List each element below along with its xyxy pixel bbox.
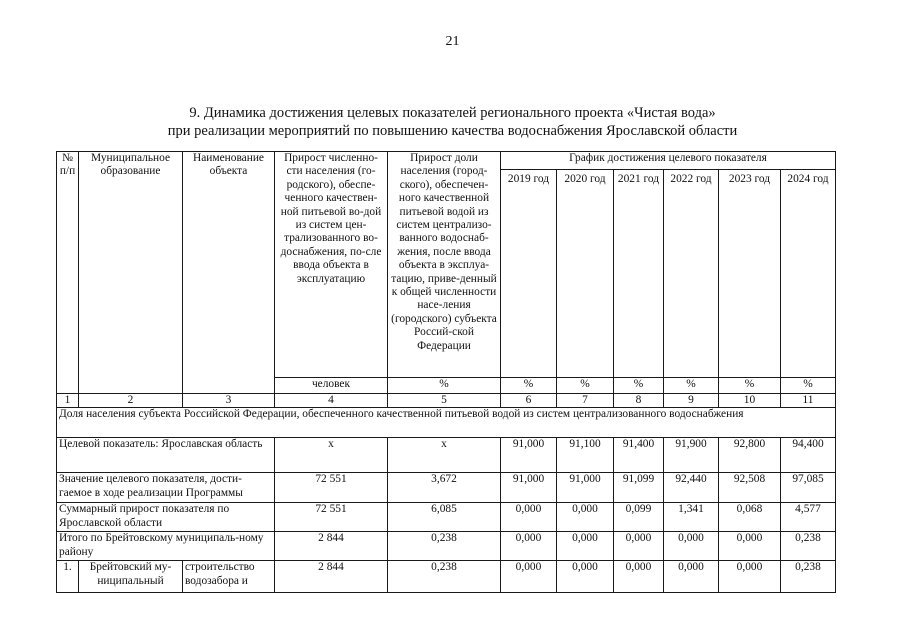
- col-number: 4: [275, 394, 388, 408]
- header-num: № п/п: [57, 152, 79, 394]
- table-row: [57, 503, 836, 532]
- row-number: 1.: [57, 561, 79, 593]
- row-value-2019: 91,000: [501, 438, 557, 473]
- row-value-2020: 91,000: [557, 473, 614, 503]
- row-value-2024: 0,238: [781, 561, 836, 593]
- header-share-growth: Прирост доли населения (город-ского), обеспечен-ного качественной питьевой водой из систем централизо-ванного водоснаб-жения, после ввода объекта в эксплуа-тацию, приве-денный к общей численности насе-ления (городского) субъекта Россий-ской Федерации: [388, 152, 501, 378]
- row-value-2023: 92,508: [719, 473, 781, 503]
- unit-percent: %: [614, 378, 664, 394]
- col-number: 7: [557, 394, 614, 408]
- header-year-2019: 2019 год: [501, 170, 557, 378]
- row-object: строительство водозабора и: [183, 561, 275, 593]
- row-share-growth: х: [388, 438, 501, 473]
- section-row-title: Доля населения субъекта Российской Федерации, обеспеченного качественной питьевой водой из систем централизованного водоснабжения: [57, 408, 836, 438]
- header-year-2021: 2021 год: [614, 170, 664, 378]
- row-value-2022: 1,341: [664, 503, 719, 532]
- row-value-2020: 0,000: [557, 532, 614, 561]
- row-value-2023: 0,000: [719, 532, 781, 561]
- table-row: [57, 438, 836, 473]
- col-number: 11: [781, 394, 836, 408]
- row-population-growth: 2 844: [275, 561, 388, 593]
- col-number: 1: [57, 394, 79, 408]
- header-year-2020: 2020 год: [557, 170, 614, 378]
- header-population-growth: Прирост численно-сти населения (го-родского), обеспе-ченного качествен-ной питьевой во-дой из систем цен-трализованного во-доснабжения, по-сле ввода объекта в эксплуатацию: [275, 152, 388, 378]
- row-value-2022: 91,900: [664, 438, 719, 473]
- header-year-2024: 2024 год: [781, 170, 836, 378]
- col-number: 5: [388, 394, 501, 408]
- row-share-growth: 0,238: [388, 561, 501, 593]
- row-value-2019: 0,000: [501, 503, 557, 532]
- unit-percent: %: [501, 378, 557, 394]
- row-label: Значение целевого показателя, дости-гаемое в ходе реализации Программы: [57, 473, 275, 503]
- row-population-growth: 72 551: [275, 473, 388, 503]
- header-schedule: График достижения целевого показателя: [501, 152, 836, 170]
- row-value-2023: 92,800: [719, 438, 781, 473]
- row-value-2023: 0,068: [719, 503, 781, 532]
- row-population-growth: 72 551: [275, 503, 388, 532]
- row-value-2021: 0,000: [614, 532, 664, 561]
- row-share-growth: 3,672: [388, 473, 501, 503]
- col-number: 8: [614, 394, 664, 408]
- row-label: Итого по Брейтовскому муниципаль-ному району: [57, 532, 275, 561]
- col-number: 9: [664, 394, 719, 408]
- unit-persons: человек: [275, 378, 388, 394]
- row-value-2020: 91,100: [557, 438, 614, 473]
- row-population-growth: 2 844: [275, 532, 388, 561]
- row-label: Суммарный прирост показателя по Ярославской области: [57, 503, 275, 532]
- col-number: 2: [79, 394, 183, 408]
- row-label: Целевой показатель: Ярославская область: [57, 438, 275, 473]
- row-value-2019: 91,000: [501, 473, 557, 503]
- section-title-line1: 9. Динамика достижения целевых показателей регионального проекта «Чистая вода»: [189, 105, 716, 121]
- row-value-2024: 4,577: [781, 503, 836, 532]
- page-number: 21: [445, 34, 460, 49]
- row-value-2022: 92,440: [664, 473, 719, 503]
- row-value-2023: 0,000: [719, 561, 781, 593]
- row-share-growth: 0,238: [388, 532, 501, 561]
- col-number: 3: [183, 394, 275, 408]
- row-value-2019: 0,000: [501, 532, 557, 561]
- row-share-growth: 6,085: [388, 503, 501, 532]
- table-row: [57, 532, 836, 561]
- unit-percent: %: [719, 378, 781, 394]
- col-number: 10: [719, 394, 781, 408]
- unit-percent: %: [557, 378, 614, 394]
- header-year-2023: 2023 год: [719, 170, 781, 378]
- row-value-2021: 91,099: [614, 473, 664, 503]
- indicator-dynamics-table: [56, 151, 836, 593]
- row-value-2021: 91,400: [614, 438, 664, 473]
- row-value-2019: 0,000: [501, 561, 557, 593]
- header-year-2022: 2022 год: [664, 170, 719, 378]
- row-value-2024: 0,238: [781, 532, 836, 561]
- row-value-2020: 0,000: [557, 503, 614, 532]
- table-row: [57, 561, 836, 593]
- row-value-2020: 0,000: [557, 561, 614, 593]
- row-value-2024: 94,400: [781, 438, 836, 473]
- row-value-2022: 0,000: [664, 561, 719, 593]
- row-value-2024: 97,085: [781, 473, 836, 503]
- row-value-2021: 0,099: [614, 503, 664, 532]
- table-row: [57, 473, 836, 503]
- row-value-2022: 0,000: [664, 532, 719, 561]
- section-title-line2: при реализации мероприятий по повышению качества водоснабжения Ярославской области: [167, 123, 738, 139]
- unit-percent: %: [664, 378, 719, 394]
- unit-percent: %: [781, 378, 836, 394]
- header-object: Наименование объекта: [183, 152, 275, 394]
- row-population-growth: х: [275, 438, 388, 473]
- header-municipality: Муниципальное образование: [79, 152, 183, 394]
- row-municipality: Брейтовский му-ниципальный: [79, 561, 183, 593]
- row-value-2021: 0,000: [614, 561, 664, 593]
- col-number: 6: [501, 394, 557, 408]
- unit-percent: %: [388, 378, 501, 394]
